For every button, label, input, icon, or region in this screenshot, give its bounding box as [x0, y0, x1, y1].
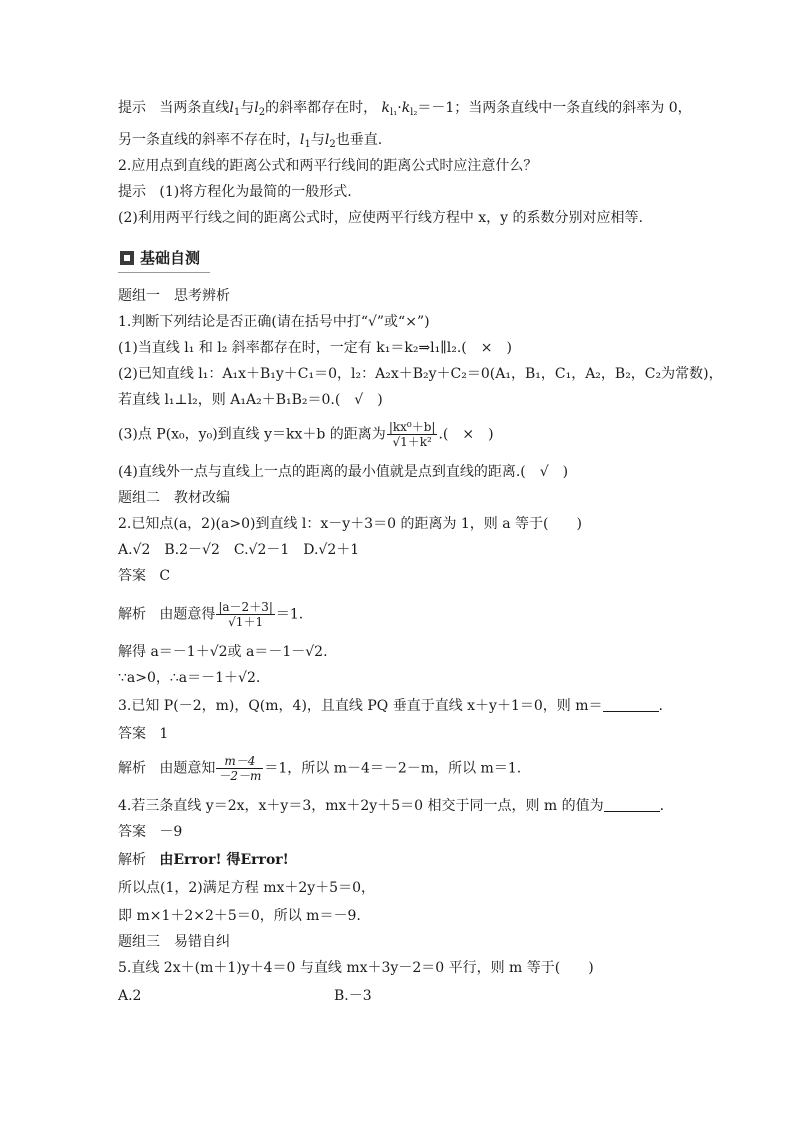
q2-analysis: 解析 由题意得 $\frac{|a-2+3|}{√1+1}$ ＝1.	[118, 600, 304, 629]
q1-item-1: (1)当直线 l₁ 和 l₂ 斜率都存在时，一定有 k₁＝k₂⇒l₁∥l₂.( × )	[118, 340, 512, 356]
group-1-heading: 题组一 思考辨析	[118, 288, 230, 304]
distance-fraction: $\frac{\text{|kx⁰＋b|}}{\text{√1＋k²}}$	[388, 420, 436, 449]
q2-solution-1: 解得 a＝－1＋√2或 a＝－1－√2.	[118, 644, 328, 660]
q1-item-2b: 若直线 l₁⊥l₂，则 A₁A₂＋B₁B₂＝0.( √ )	[118, 392, 383, 408]
q3-fraction: $\frac{m-4}{-2-m}$	[218, 754, 262, 783]
question-2-options: A.√2 B.2－√2 C.√2－1 D.√2＋1	[118, 542, 360, 558]
q4-solution-1: 所以点(1，2)满足方程 mx＋2y＋5＝0，	[118, 880, 375, 896]
hint-label: 提示	[118, 100, 146, 116]
question-2: 2.已知点(a，2)(a>0)到直线 l：x－y＋3＝0 的距离为 1，则 a 等于( )	[118, 516, 582, 532]
q4-answer: 答案 －9	[118, 824, 183, 840]
section-divider	[118, 272, 210, 273]
hint-1-line: 提示 当两条直线$l_1$与$l_2$的斜率都存在时， $k_{l_1}\cdot k_{l_2}=-1$；当两条直线中一条直线的斜率为 0，	[118, 100, 692, 118]
question-5: 5.直线 2x＋(m＋1)y＋4＝0 与直线 mx＋3y－2＝0 平行，则 m 等于( )	[118, 960, 594, 976]
group-3-heading: 题组三 易错自纠	[118, 934, 230, 950]
answer-blank	[603, 697, 659, 712]
q5-option-b: B.－3	[334, 988, 372, 1004]
q1-item-4: (4)直线外一点与直线上一点的距离的最小值就是点到直线的距离.( √ )	[118, 464, 569, 480]
question-2-title: 2.应用点到直线的距离公式和两平行线间的距离公式时应注意什么？	[118, 158, 538, 174]
section-title: 基础自测	[140, 249, 201, 267]
q2-solution-2: ∵a>0，∴a＝－1＋√2.	[118, 670, 261, 686]
question-4: 4.若三条直线 y＝2x，x＋y＝3，mx＋2y＋5＝0 相交于同一点，则 m 的值为 .	[118, 798, 665, 814]
q1-item-2a: (2)已知直线 l₁：A₁x＋B₁y＋C₁＝0，l₂：A₂x＋B₂y＋C₂＝0(A₁，B₁，C₁，A₂，B₂，C₂为常数)，	[118, 366, 723, 382]
question-3: 3.已知 P(－2，m)，Q(m，4)，且直线 PQ 垂直于直线 x＋y＋1＝0，则 m＝ .	[118, 698, 663, 714]
answer-blank	[604, 797, 660, 812]
hint-2-line: 提示 (1)将方程化为最简的一般形式.	[118, 184, 352, 200]
q2-answer: 答案 C	[118, 568, 171, 584]
hint-2-line-b: (2)利用两平行线之间的距离公式时，应使两平行线方程中 x，y 的系数分别对应相等.	[118, 210, 643, 226]
hint-1-continued: 另一条直线的斜率不存在时，$l_1$与$l_2$也垂直.	[118, 132, 383, 150]
q4-solution-2: 即 m×1＋2×2＋5＝0，所以 m＝－9.	[118, 908, 361, 924]
section-header	[118, 248, 210, 270]
group-2-heading: 题组二 教材改编	[118, 490, 230, 506]
q3-analysis: 解析 由题意知 $\frac{m-4}{-2-m}$ ＝1，所以 m－4＝－2－m，所以 m＝1.	[118, 754, 522, 783]
q1-item-3: (3)点 P(x₀，y₀)到直线 y＝kx＋b 的距离为 $\frac{\text{|kx⁰＋b|}}{\text{√1＋k²}}$ .( × )	[118, 420, 494, 449]
q4-analysis: 解析 由Error! 得Error!	[118, 852, 289, 868]
q5-option-a: A.2	[118, 988, 142, 1004]
q3-answer: 答案 1	[118, 726, 169, 742]
q2-fraction: $\frac{|a-2+3|}{√1+1}$	[218, 600, 273, 629]
q1-title: 1.判断下列结论是否正确(请在括号中打“√”或“×”)	[118, 314, 430, 330]
